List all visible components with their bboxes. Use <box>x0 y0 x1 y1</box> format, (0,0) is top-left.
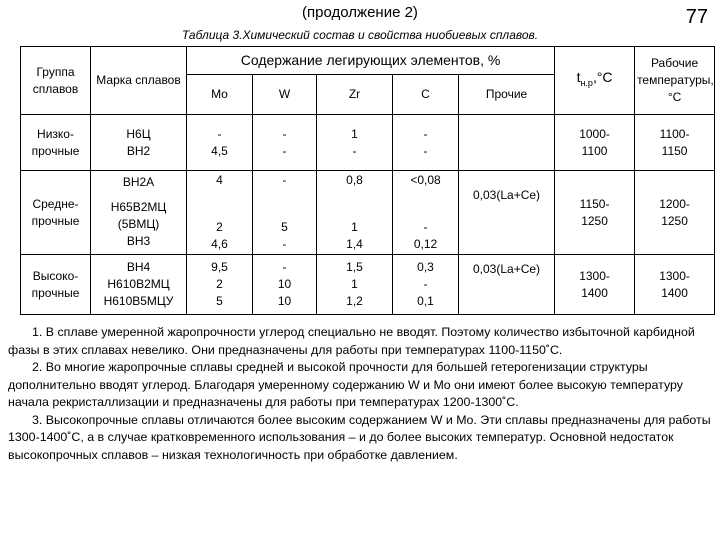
cell-other: 0,03(La+Ce) <box>459 255 555 315</box>
header-other: Прочие <box>459 75 555 115</box>
cell-mo: 4 <box>187 171 253 195</box>
cell-mo: - 4,5 <box>187 115 253 171</box>
note-1: 1. В сплаве умеренной жаропрочности углерод специально не вводят. Поэтому количество избыточной карбидной фазы в этих сплавах невелико. Они предназначены для работы при температурах 1100-1150˚С. <box>8 325 695 357</box>
cell-group: Средне-прочные <box>21 171 91 255</box>
cell-work: 1300- 1400 <box>635 255 715 315</box>
tnr-main: t <box>576 69 581 86</box>
page-number: 77 <box>685 6 708 28</box>
header-content: Содержание легирующих элементов, % <box>187 47 555 75</box>
cell-w: - <box>253 171 317 195</box>
cell-other <box>459 115 555 171</box>
cell-c: - - <box>393 115 459 171</box>
cell-w: - - <box>253 115 317 171</box>
table-row <box>21 171 715 195</box>
cell-c: <0,08 <box>393 171 459 195</box>
header-recryst-temp <box>555 47 635 115</box>
note-3: 3. Высокопрочные сплавы отличаются более высоким содержанием W и Mo. Эти сплавы предназначены для работы 1300-1400˚С, а в случае кратковременного использования – и до более высоких температур. Основной недостаток высокопрочных сплавов – низкая технологичность при обработке давлением. <box>8 412 711 462</box>
cell-w: 5 - <box>253 195 317 255</box>
header-work-temp: Рабочие температуры, °С <box>635 47 715 115</box>
note-2: 2. Во многие жаропрочные сплавы средней и высокой прочности для большей гетерогенизации структуры дополнительно вводят углерод. Благодаря умеренному содержанию W и Mo они имеют более высокую температуру начала рекристаллизации и предназначены для работы при температурах 1200-1300˚С. <box>8 360 683 409</box>
header-mo: Mo <box>187 75 253 115</box>
cell-zr: 1 - <box>317 115 393 171</box>
header-zr: Zr <box>317 75 393 115</box>
cell-mo: 9,5 2 5 <box>187 255 253 315</box>
cell-tnr: 1000- 1100 <box>555 115 635 171</box>
cell-work: 1200- 1250 <box>635 171 715 255</box>
cell-mo: 2 4,6 <box>187 195 253 255</box>
tnr-sub: н.р <box>580 77 593 88</box>
cell-group: Низко-прочные <box>21 115 91 171</box>
cell-tnr: 1150- 1250 <box>555 171 635 255</box>
cell-work: 1100- 1150 <box>635 115 715 171</box>
header-group: Группа сплавов <box>21 47 91 115</box>
cell-grades: ВН4 Н610В2МЦ Н610В5МЦУ <box>91 255 187 315</box>
cell-grades: Н6Ц ВН2 <box>91 115 187 171</box>
header-w: W <box>253 75 317 115</box>
cell-c: 0,3 - 0,1 <box>393 255 459 315</box>
cell-zr: 1,5 1 1,2 <box>317 255 393 315</box>
header-c: C <box>393 75 459 115</box>
cell-grade: ВН2А <box>91 171 187 195</box>
table-row <box>21 115 715 171</box>
continuation-title: (продолжение 2) <box>302 4 418 21</box>
cell-other: 0,03(La+Ce) <box>459 171 555 255</box>
tnr-unit: ,°С <box>592 69 613 86</box>
cell-c: - 0,12 <box>393 195 459 255</box>
table-row <box>21 255 715 315</box>
cell-tnr: 1300- 1400 <box>555 255 635 315</box>
cell-zr: 0,8 <box>317 171 393 195</box>
cell-grades: Н65В2МЦ (5ВМЦ) ВН3 <box>91 195 187 255</box>
notes-block <box>8 324 714 464</box>
header-grade: Марка сплавов <box>91 47 187 115</box>
cell-w: - 10 10 <box>253 255 317 315</box>
table-caption: Таблица 3.Химический состав и свойства ниобиевых сплавов. <box>181 28 539 42</box>
cell-group: Высоко-прочные <box>21 255 91 315</box>
cell-zr: 1 1,4 <box>317 195 393 255</box>
alloys-table <box>20 46 715 315</box>
